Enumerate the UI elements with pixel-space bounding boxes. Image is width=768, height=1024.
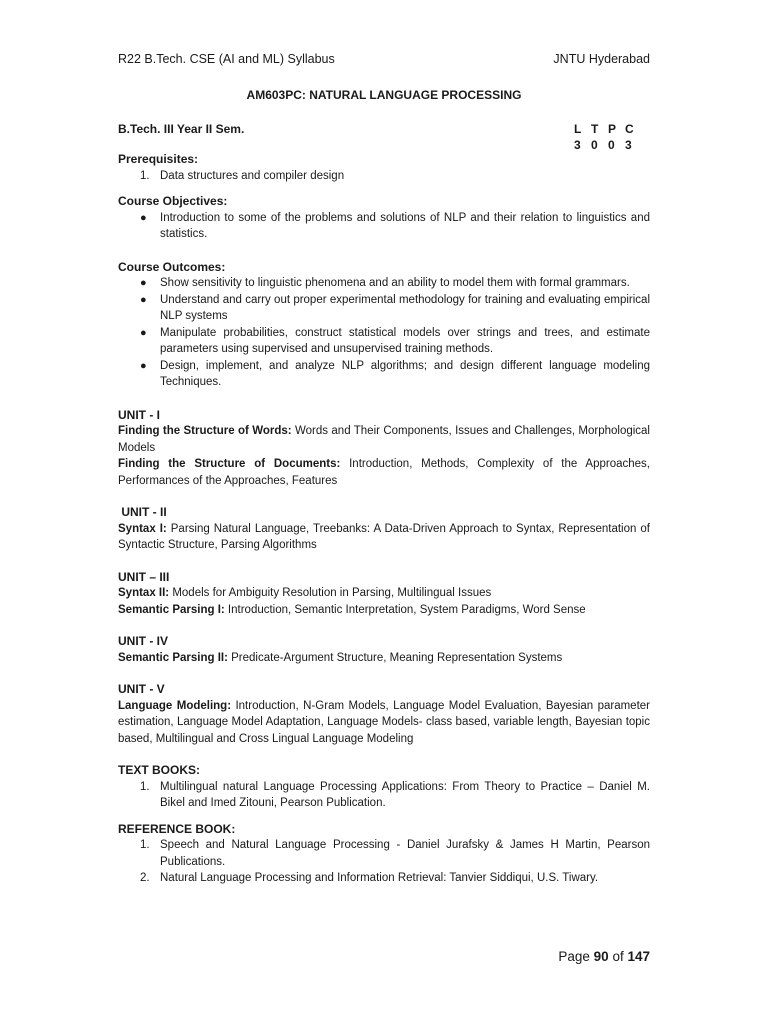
- list-item: 1. Data structures and compiler design: [140, 169, 345, 182]
- year-row: [118, 121, 650, 152]
- unit-4-heading: UNIT - IV: [118, 634, 168, 648]
- bullet-icon: ●: [140, 277, 147, 289]
- page-prefix: Page: [558, 949, 594, 964]
- topic-title: Semantic Parsing I:: [118, 603, 225, 616]
- ltpc-values: [574, 137, 642, 153]
- list-item: [118, 325, 650, 358]
- unit-1-para-1: [118, 423, 650, 456]
- ltpc-value-p: 0: [608, 138, 615, 152]
- topic-title: Finding the Structure of Words:: [118, 425, 292, 437]
- page-number: [558, 949, 650, 964]
- year-semester: B.Tech. III Year II Sem.: [118, 122, 245, 136]
- reference-text: Natural Language Processing and Information Retrieval: Tanvier Siddiqui, U.S. Tiwary.: [160, 872, 599, 884]
- prerequisite-text: Data structures and compiler design: [160, 169, 345, 182]
- ltpc-value-t: 0: [591, 138, 598, 152]
- list-item: [118, 210, 650, 243]
- ltpc-labels: [574, 121, 642, 137]
- ltpc-label-c: C: [625, 122, 634, 136]
- topic-title: Finding the Structure of Documents:: [118, 458, 341, 470]
- references-list: [118, 837, 650, 887]
- unit-3-para-2: [118, 602, 650, 619]
- ltpc-value-c: 3: [625, 138, 632, 152]
- header-left: R22 B.Tech. CSE (AI and ML) Syllabus: [118, 52, 335, 66]
- unit-5-heading: UNIT - V: [118, 682, 165, 696]
- list-item: [118, 292, 650, 325]
- objectives-list: [118, 210, 650, 243]
- outcome-text: Understand and carry out proper experimental methodology for training and evaluating empirical NLP systems: [160, 293, 650, 322]
- topic-title: Semantic Parsing II:: [118, 651, 228, 664]
- outcome-text: Manipulate probabilities, construct statistical models over strings and trees, and estimate parameters using supervised and unsupervised training methods.: [160, 326, 650, 355]
- textbooks-heading: TEXT BOOKS:: [118, 763, 201, 777]
- ltpc-table: [574, 121, 642, 153]
- prerequisites-heading: Prerequisites:: [118, 152, 199, 166]
- reference-text: Speech and Natural Language Processing - Daniel Jurafsky & James H Martin, Pearson Publications.: [160, 839, 650, 868]
- unit-2-heading: UNIT - II: [118, 505, 167, 519]
- topic-text: Introduction, N-Gram Models, Language Model Evaluation, Bayesian parameter estimation, Language Model Adaptation, Language Models- class based, variable length, Bayesian topic based, Multilingual and Cross Lingual Language Modeling: [118, 699, 650, 745]
- page-total: 147: [627, 949, 650, 964]
- topic-title: Language Modeling:: [118, 699, 232, 712]
- unit-1-heading: UNIT - I: [118, 407, 160, 422]
- unit-2-para-1: [118, 521, 650, 554]
- references-heading: REFERENCE BOOK:: [118, 821, 236, 836]
- topic-text: Introduction, Semantic Interpretation, System Paradigms, Word Sense: [224, 603, 586, 616]
- unit-3-para-1: [118, 585, 650, 602]
- syllabus-body: [118, 121, 650, 887]
- ltpc-label-t: T: [591, 122, 599, 136]
- list-item: 1. Multilingual natural Language Processing Applications: From Theory to Practice – Daniel M. Bikel and Imed Zitouni, Pearson Publication.: [140, 780, 650, 809]
- header-right: JNTU Hyderabad: [553, 52, 650, 66]
- bullet-icon: ●: [140, 211, 147, 224]
- ltpc-label-p: P: [608, 122, 617, 136]
- outcome-text: Show sensitivity to linguistic phenomena and an ability to model them with formal grammars.: [160, 277, 630, 289]
- page-of: of: [608, 949, 628, 964]
- page-current: 90: [593, 949, 609, 964]
- topic-text: Predicate-Argument Structure, Meaning Representation Systems: [227, 651, 563, 664]
- topic-text: Words and Their Components, Issues and Challenges, Morphological Models: [118, 425, 650, 454]
- outcomes-list: [118, 275, 650, 391]
- topic-title: Syntax I:: [118, 522, 167, 535]
- outcomes-heading: Course Outcomes:: [118, 259, 226, 274]
- objective-text: Introduction to some of the problems and solutions of NLP and their relation to linguistics and statistics.: [160, 211, 650, 240]
- list-item: 1. Speech and Natural Language Processing - Daniel Jurafsky & James H Martin, Pearson Publications.: [140, 839, 650, 868]
- prerequisites-list: [118, 168, 650, 185]
- unit-5-para-1: [118, 698, 650, 748]
- textbooks-list: [118, 779, 650, 812]
- bullet-icon: ●: [140, 359, 147, 372]
- textbook-text: Multilingual natural Language Processing Applications: From Theory to Practice – Daniel M. Bikel and Imed Zitouni, Pearson Publication.: [160, 780, 650, 809]
- list-item: [118, 275, 650, 292]
- unit-3-heading: UNIT – III: [118, 569, 170, 584]
- topic-title: Syntax II:: [118, 587, 170, 599]
- bullet-icon: ●: [140, 293, 147, 306]
- unit-4-para-1: [118, 650, 650, 667]
- ltpc-label-l: L: [574, 122, 582, 136]
- objectives-heading: Course Objectives:: [118, 194, 228, 208]
- topic-text: Introduction, Methods, Complexity of the Approaches, Performances of the Approaches, Features: [118, 458, 650, 487]
- ltpc-value-l: 3: [574, 138, 581, 152]
- topic-text: Models for Ambiguity Resolution in Parsing, Multilingual Issues: [169, 587, 492, 599]
- topic-text: Parsing Natural Language, Treebanks: A Data-Driven Approach to Syntax, Representation of Syntactic Structure, Parsing Algorithms: [118, 522, 651, 551]
- bullet-icon: ●: [140, 326, 147, 339]
- list-item: [118, 358, 650, 391]
- list-item: 2. Natural Language Processing and Information Retrieval: Tanvier Siddiqui, U.S. Tiwary.: [140, 872, 599, 884]
- outcome-text: Design, implement, and analyze NLP algorithms; and design different language modeling Techniques.: [160, 359, 650, 388]
- course-title: AM603PC: NATURAL LANGUAGE PROCESSING: [246, 88, 522, 102]
- unit-1-para-2: [118, 456, 650, 489]
